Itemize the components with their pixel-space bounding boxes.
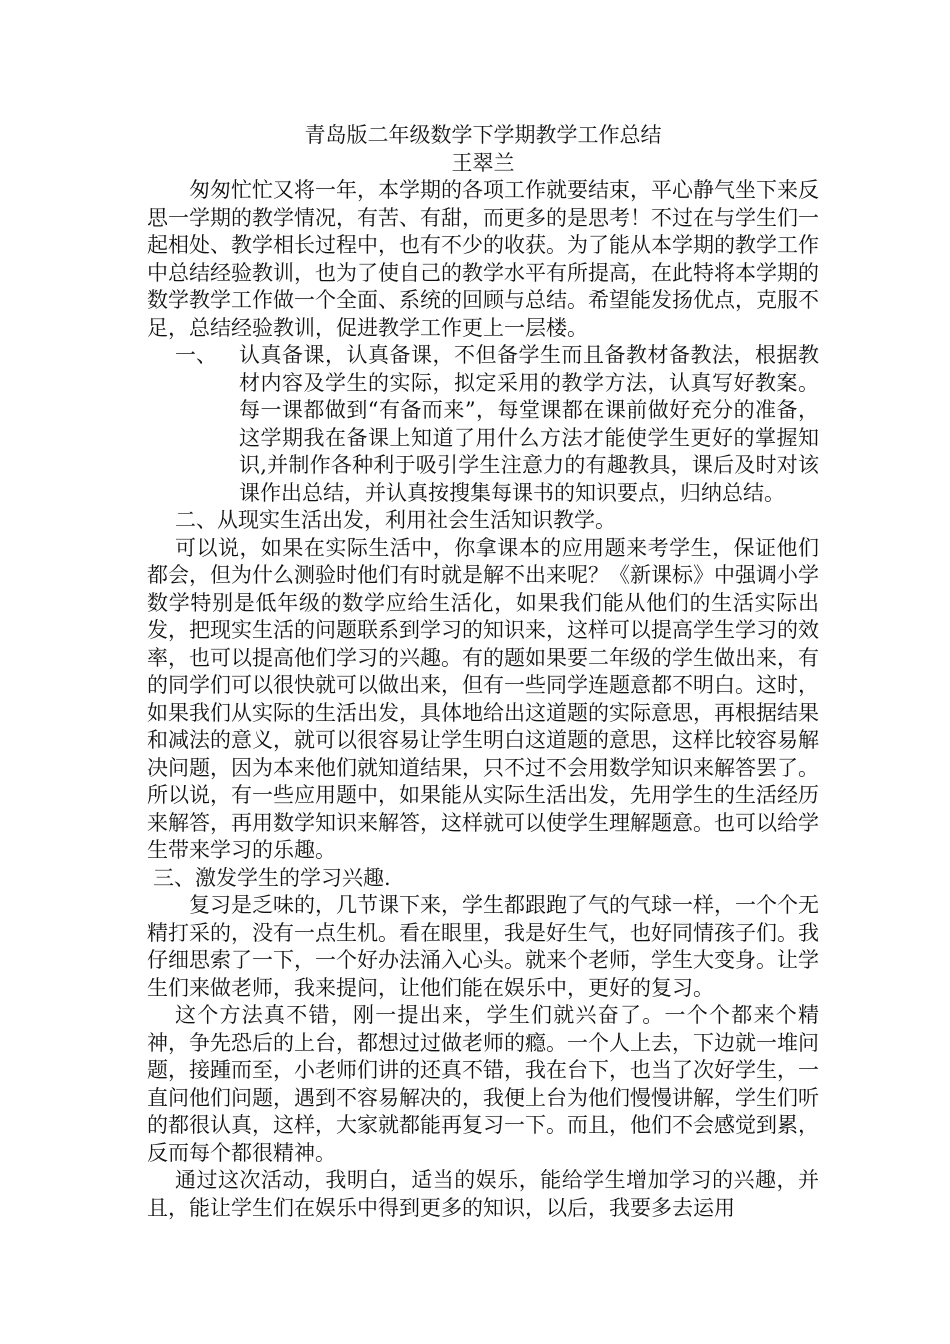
section-3-heading: 三、激发学生的学习兴趣. [153,865,391,890]
section-2-paragraph: 可以说，如果在实际生活中，你拿课本的应用题来考学生，保证他们都会，但为什么测验时他们有时就是解不出来呢？《新课标》中强调小学数学特别是低年级的数学应给生活化，如果我们能从他们的生活实际出发，把现实生活的问题联系到学习的知识来，这样可以提高学生学习的效率，也可以提高他们学习的兴趣。有的题如果要二年级的学生做出来，有的同学们可以很快就可以做出来，但有一些同学连题意都不明白。这时，如果我们从实际的生活出发，具体地给出这道题的实际意思，再根据结果和减法的意义，就可以很容易让学生明白这道题的意思，这样比较容易解决问题，因为本来他们就知道结果，只不过不会用数学知识来解答罢了。所以说，有一些应用题中，如果能从实际生活出发，先用学生的生活经历来解答，再用数学知识来解答，这样就可以使学生理解题意。也可以给学生带来学习的乐趣。 [147,535,819,862]
section-1-number: 一、 [175,343,217,367]
section-3-paragraph-2: 这个方法真不错，刚一提出来，学生们就兴奋了。一个个都来个精神，争先恐后的上台，都想过过做老师的瘾。一个人上去，下边就一堆问题，接踵而至，小老师们讲的还真不错，我在台下，也当了次好学生，一直问他们问题，遇到不容易解决的，我便上台为他们慢慢讲解，学生们听的都很认真，这样，大家就都能再复习一下。而且，他们不会感觉到累，反而每个都很精神。 [147,1003,819,1165]
document-body [147,120,819,1222]
document-title: 青岛版二年级数学下学期教学工作总结 [304,123,662,147]
section-3-paragraph-1: 复习是乏味的，几节课下来，学生都跟跑了气的气球一样，一个个无精打采的，没有一点生机。看在眼里，我是好生气，也好同情孩子们。我仔细思索了一下，一个好办法涌入心头。就来个老师，学生大变身。让学生们来做老师，我来提问，让他们能在娱乐中，更好的复习。 [147,893,819,1000]
section-2-heading: 二、从现实生活出发，利用社会生活知识教学。 [175,508,616,532]
intro-paragraph: 匆匆忙忙又将一年，本学期的各项工作就要结束，平心静气坐下来反思一学期的教学情况，有苦、有甜，而更多的是思考！不过在与学生们一起相处、教学相长过程中，也有不少的收获。为了能从本学期的教学工作中总结经验教训，也为了使自己的教学水平有所提高，在此特将本学期的数学教学工作做一个全面、系统的回顾与总结。希望能发扬优点，克服不足，总结经验教训，促进教学工作更上一层楼。 [147,178,819,340]
document-author: 王翠兰 [451,150,515,175]
section-1 [147,342,819,507]
section-1-text: 认真备课，认真备课，不但备学生而且备教材备教法，根据教材内容及学生的实际，拟定采用的教学方法，认真写好教案。每一课都做到“有备而来”，每堂课都在课前做好充分的准备，这学期我在备课上知道了用什么方法才能使学生更好的掌握知识,并制作各种利于吸引学生注意力的有趣教具，课后及时对该课作出总结，并认真按搜集每课书的知识要点，归纳总结。 [239,343,819,505]
section-3-paragraph-3: 通过这次活动，我明白，适当的娱乐，能给学生增加学习的兴趣，并且，能让学生们在娱乐中得到更多的知识，以后，我要多去运用 [147,1168,819,1220]
